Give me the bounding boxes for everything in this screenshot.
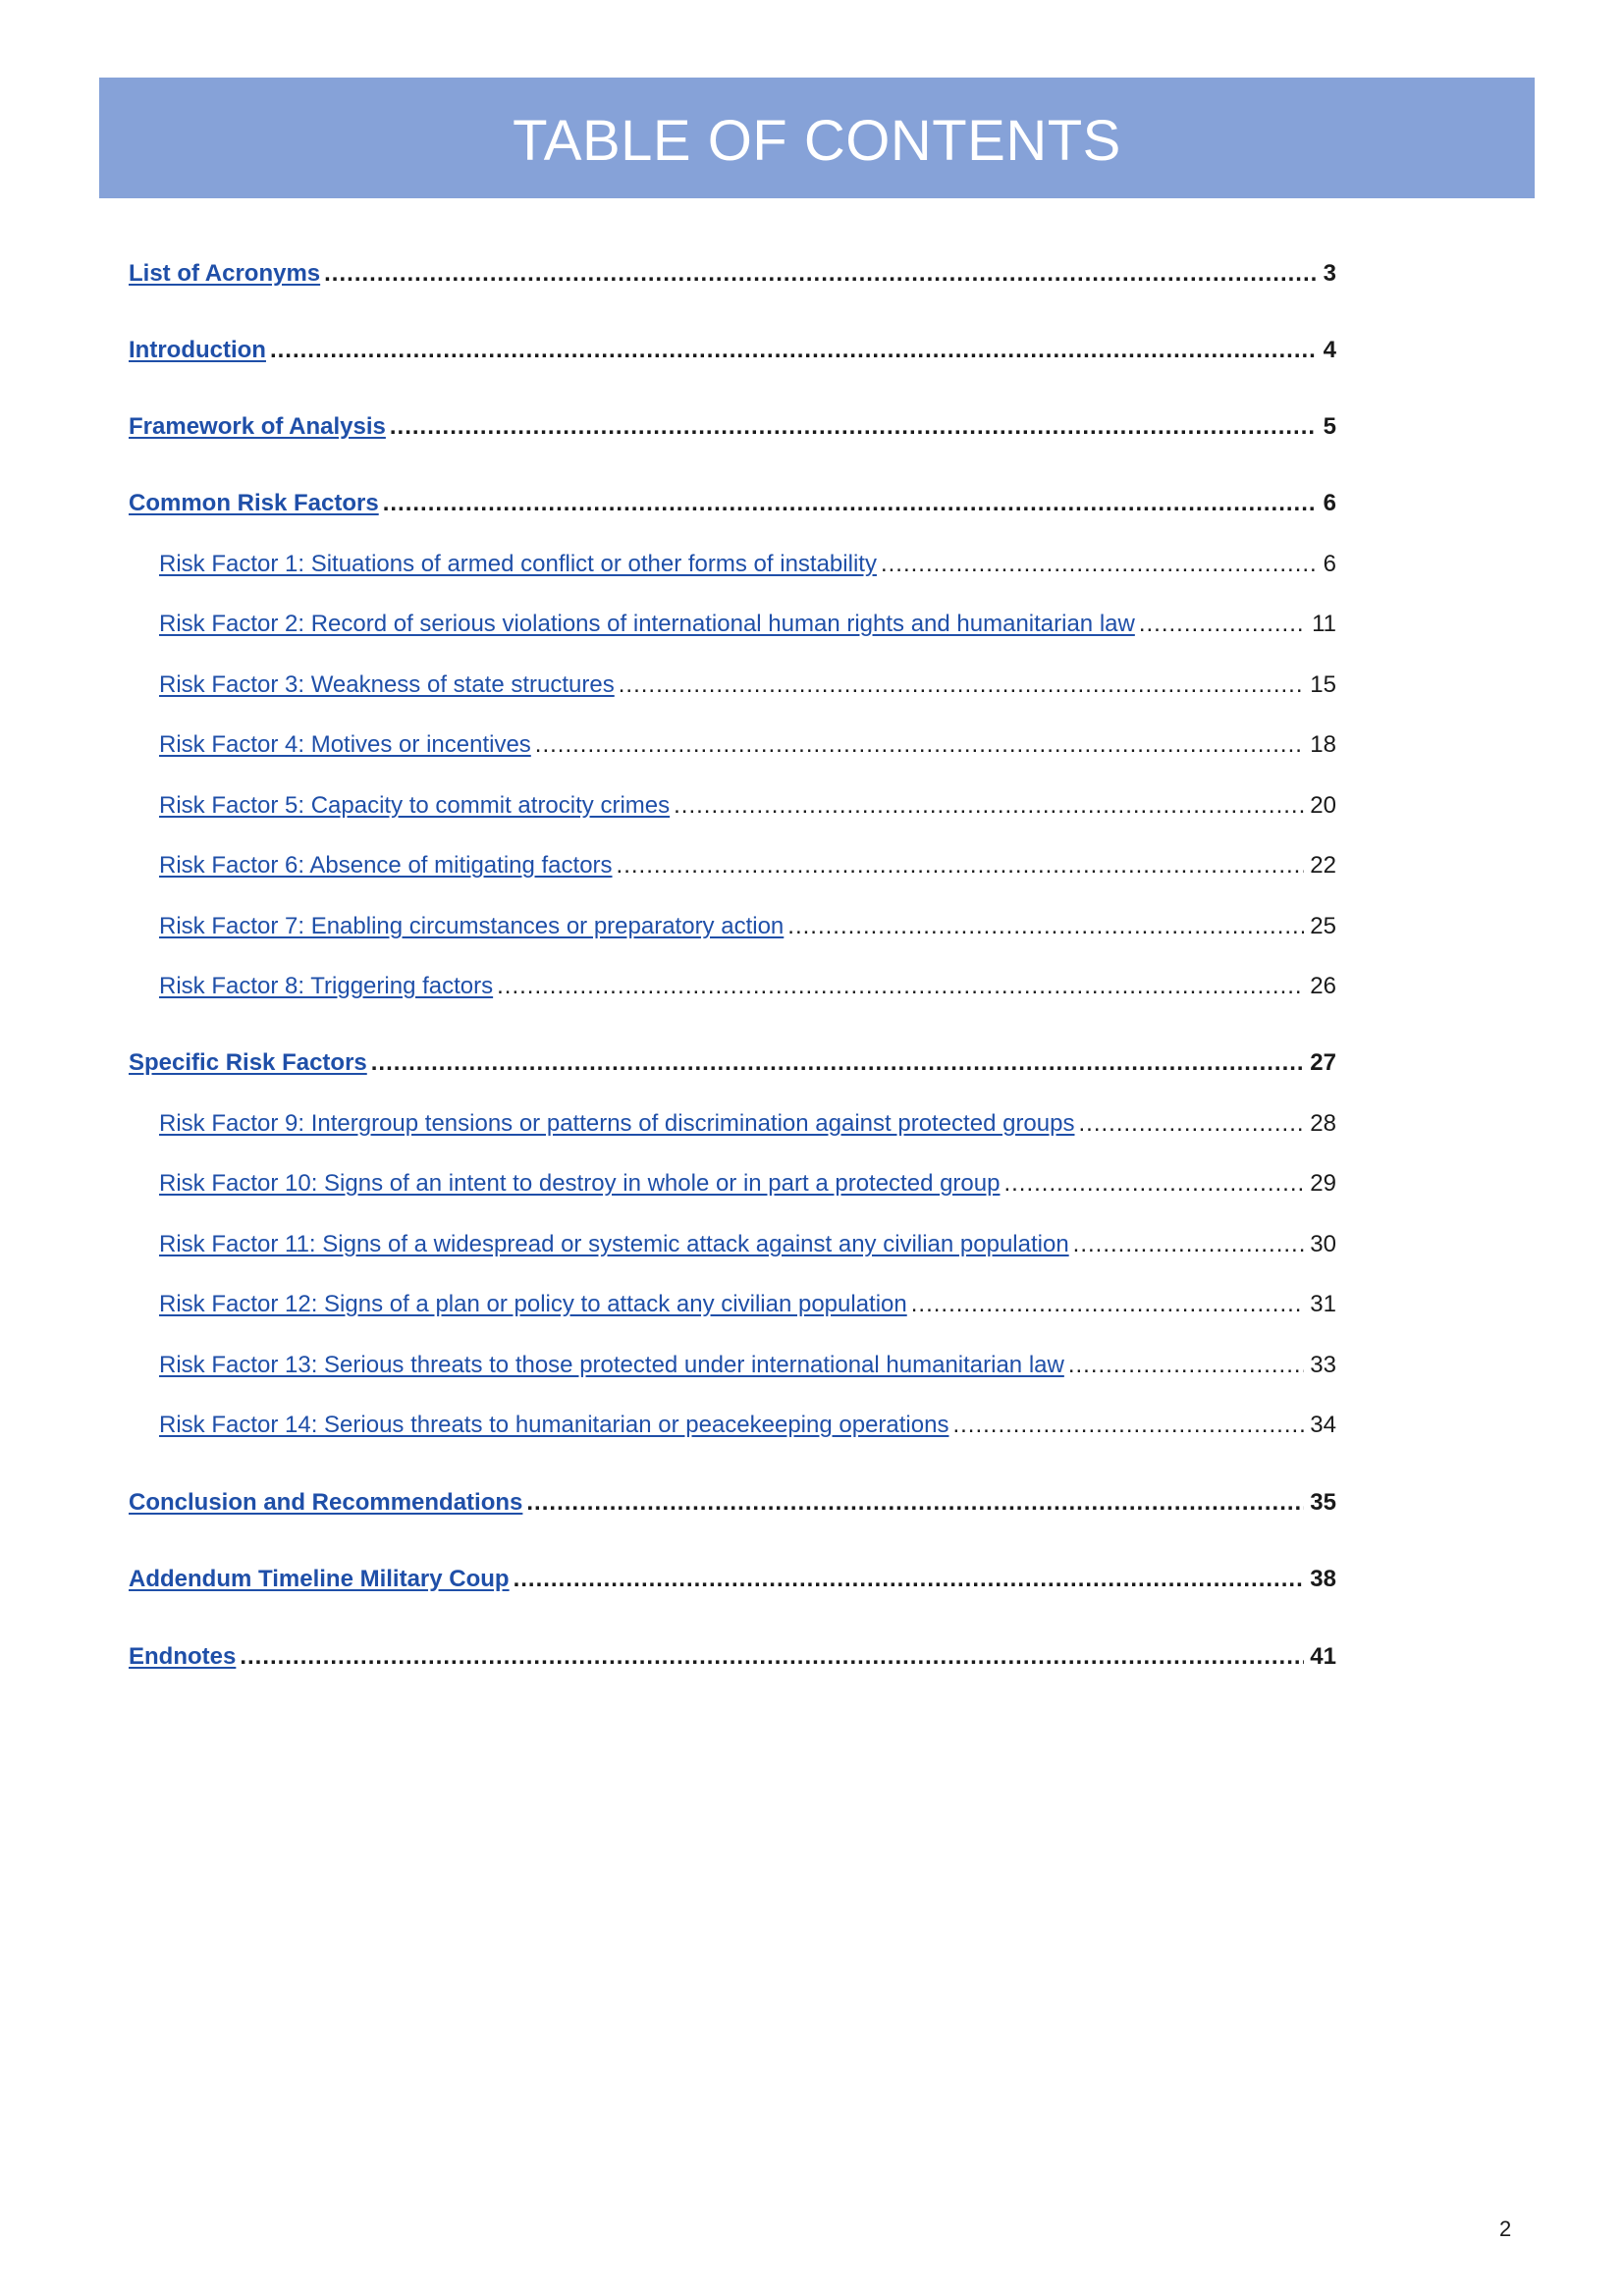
dot-leader <box>1003 1169 1304 1199</box>
title-banner <box>99 78 1535 198</box>
dot-leader <box>619 670 1305 700</box>
toc-page-number: 29 <box>1310 1170 1336 1197</box>
toc-link-risk-factor-2[interactable]: Risk Factor 2: Record of serious violations of international human rights and humanitarian law <box>159 611 1135 637</box>
toc-entry-framework-of-analysis <box>129 412 1336 442</box>
toc-page-number: 38 <box>1310 1566 1336 1592</box>
dot-leader <box>371 1048 1305 1078</box>
dot-leader <box>1073 1230 1305 1259</box>
toc-link-risk-factor-10[interactable]: Risk Factor 10: Signs of an intent to destroy in whole or in part a protected group <box>159 1170 1001 1197</box>
dot-leader <box>881 550 1317 579</box>
dot-leader <box>617 851 1305 881</box>
toc-link-conclusion[interactable]: Conclusion and Recommendations <box>129 1489 523 1516</box>
toc-entry-introduction <box>129 336 1336 365</box>
toc-entry-conclusion <box>129 1488 1336 1518</box>
dot-leader <box>787 912 1304 941</box>
toc-link-risk-factor-6[interactable]: Risk Factor 6: Absence of mitigating factors <box>159 852 613 879</box>
toc-entry-risk-factor-4 <box>159 730 1336 760</box>
toc-page-number: 15 <box>1310 671 1336 698</box>
toc-link-addendum[interactable]: Addendum Timeline Military Coup <box>129 1566 510 1592</box>
toc-page-number: 11 <box>1312 611 1336 637</box>
toc-entry-risk-factor-1 <box>159 550 1336 579</box>
toc-link-risk-factor-13[interactable]: Risk Factor 13: Serious threats to those protected under international humanitarian law <box>159 1352 1064 1378</box>
toc-link-introduction[interactable]: Introduction <box>129 337 266 363</box>
dot-leader <box>390 412 1317 442</box>
toc-link-risk-factor-9[interactable]: Risk Factor 9: Intergroup tensions or patterns of discrimination against protected groups <box>159 1110 1075 1137</box>
toc-entry-risk-factor-2 <box>159 610 1336 639</box>
toc-page-number: 35 <box>1310 1489 1336 1516</box>
toc-entry-endnotes <box>129 1642 1336 1672</box>
toc-page-number: 28 <box>1310 1110 1336 1137</box>
toc-entry-risk-factor-6 <box>159 851 1336 881</box>
toc-entry-risk-factor-13 <box>159 1351 1336 1380</box>
toc-entry-risk-factor-3 <box>159 670 1336 700</box>
toc-entry-risk-factor-9 <box>159 1109 1336 1139</box>
dot-leader <box>324 259 1317 289</box>
toc-page-number: 26 <box>1310 973 1336 999</box>
toc-link-endnotes[interactable]: Endnotes <box>129 1643 237 1670</box>
toc-entry-risk-factor-5 <box>159 791 1336 821</box>
dot-leader <box>1139 610 1306 639</box>
dot-leader <box>674 791 1304 821</box>
toc-entry-risk-factor-11 <box>159 1230 1336 1259</box>
toc-link-list-of-acronyms[interactable]: List of Acronyms <box>129 260 321 287</box>
toc-page-number: 27 <box>1310 1049 1336 1076</box>
toc-page-number: 4 <box>1323 337 1336 363</box>
toc-entry-list-of-acronyms <box>129 259 1336 289</box>
dot-leader <box>497 972 1304 1001</box>
toc-link-risk-factor-11[interactable]: Risk Factor 11: Signs of a widespread or systemic attack against any civilian population <box>159 1231 1069 1257</box>
toc-entry-specific-risk-factors <box>129 1048 1336 1078</box>
toc-page-number: 3 <box>1323 260 1336 287</box>
dot-leader <box>1068 1351 1304 1380</box>
dot-leader <box>535 730 1305 760</box>
toc-entry-common-risk-factors <box>129 489 1336 518</box>
toc-page-number: 25 <box>1310 913 1336 939</box>
toc-entry-risk-factor-12 <box>159 1290 1336 1319</box>
toc-link-framework-of-analysis[interactable]: Framework of Analysis <box>129 413 386 440</box>
dot-leader <box>952 1411 1304 1440</box>
dot-leader <box>1078 1109 1304 1139</box>
toc-page-number: 6 <box>1323 551 1336 577</box>
toc-page-number: 41 <box>1310 1643 1336 1670</box>
toc-entry-risk-factor-8 <box>159 972 1336 1001</box>
toc-link-risk-factor-1[interactable]: Risk Factor 1: Situations of armed conflict or other forms of instability <box>159 551 877 577</box>
toc-entry-risk-factor-14 <box>159 1411 1336 1440</box>
toc-page-number: 31 <box>1310 1291 1336 1317</box>
toc-link-risk-factor-5[interactable]: Risk Factor 5: Capacity to commit atrocity crimes <box>159 792 671 819</box>
dot-leader <box>383 489 1317 518</box>
dot-leader <box>240 1642 1304 1672</box>
toc-link-specific-risk-factors[interactable]: Specific Risk Factors <box>129 1049 367 1076</box>
toc-page-number: 30 <box>1310 1231 1336 1257</box>
toc-link-risk-factor-12[interactable]: Risk Factor 12: Signs of a plan or policy to attack any civilian population <box>159 1291 907 1317</box>
toc-link-risk-factor-14[interactable]: Risk Factor 14: Serious threats to humanitarian or peacekeeping operations <box>159 1412 949 1438</box>
toc-page-number: 22 <box>1310 852 1336 879</box>
page-title: TABLE OF CONTENTS <box>513 109 1121 173</box>
toc-page-number: 5 <box>1323 413 1336 440</box>
toc-link-risk-factor-7[interactable]: Risk Factor 7: Enabling circumstances or preparatory action <box>159 913 785 939</box>
toc-link-risk-factor-8[interactable]: Risk Factor 8: Triggering factors <box>159 973 494 999</box>
toc-entry-risk-factor-10 <box>159 1169 1336 1199</box>
page-number: 2 <box>1499 2216 1512 2241</box>
dot-leader <box>911 1290 1305 1319</box>
toc-link-risk-factor-3[interactable]: Risk Factor 3: Weakness of state structures <box>159 671 615 698</box>
toc-page-number: 34 <box>1310 1412 1336 1438</box>
dot-leader <box>270 336 1317 365</box>
toc-link-common-risk-factors[interactable]: Common Risk Factors <box>129 490 379 516</box>
toc-link-risk-factor-4[interactable]: Risk Factor 4: Motives or incentives <box>159 731 531 758</box>
toc-page-number: 6 <box>1323 490 1336 516</box>
toc-page-number: 33 <box>1310 1352 1336 1378</box>
toc-page-number: 20 <box>1310 792 1336 819</box>
toc-page-number: 18 <box>1310 731 1336 758</box>
dot-leader <box>514 1565 1305 1594</box>
dot-leader <box>526 1488 1304 1518</box>
toc-entry-addendum <box>129 1565 1336 1594</box>
toc-entry-risk-factor-7 <box>159 912 1336 941</box>
